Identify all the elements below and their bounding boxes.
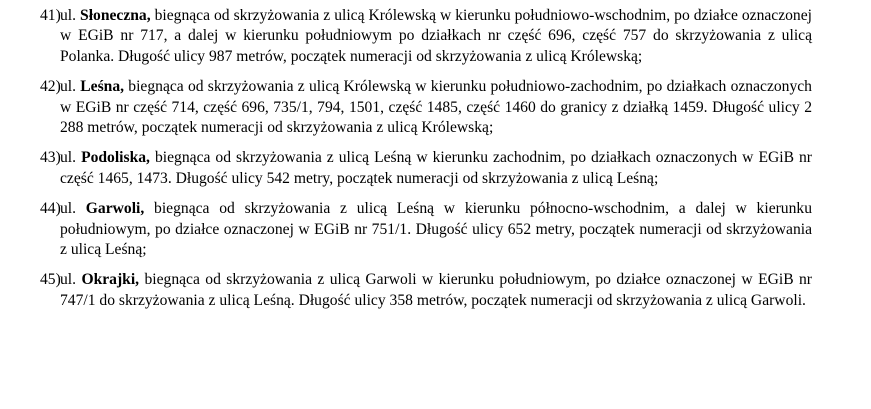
street-description: biegnąca od skrzyżowania z ulicą Królewską w kierunku południowo-zachodnim, po działkach oznaczonych w EGiB nr część 714, część 696, 735/1, 794, 1501, część 1485, część 1460 do granicy z działką 1459. Długość ulicy 2 288 metrów, początek numeracji od skrzyżowania z ulicą Królewską; <box>60 78 812 137</box>
item-number: 44) <box>40 200 61 218</box>
street-prefix: ul. <box>60 7 77 24</box>
list-item <box>40 6 812 67</box>
item-number: 42) <box>40 78 61 96</box>
street-description: biegnąca od skrzyżowania z ulicą Garwoli w kierunku południowym, po działce oznaczonej w EGiB nr 747/1 do skrzyżowania z ulicą Leśną. Długość ulicy 358 metrów, początek numeracji od skrzyżowania z ulicą Garwoli. <box>60 271 812 309</box>
street-name: Garwoli, <box>85 200 145 218</box>
street-name: Leśna, <box>80 78 125 96</box>
list-item <box>40 148 812 189</box>
street-prefix: ul. <box>60 271 77 289</box>
street-description: biegnąca od skrzyżowania z ulicą Leśną w kierunku zachodnim, po działkach oznaczonych w EGiB nr część 1465, 1473. Długość ulicy 542 metry, początek numeracji od skrzyżowania z ulicą Leśną; <box>60 149 812 187</box>
street-name: Podoliska, <box>81 149 150 167</box>
street-prefix: ul. <box>60 200 77 218</box>
document-body <box>0 6 871 311</box>
street-name: Okrajki, <box>81 271 140 289</box>
item-number: 43) <box>40 149 61 167</box>
list-item <box>40 77 812 138</box>
item-number: 41) <box>40 7 61 24</box>
list-item <box>40 270 812 311</box>
street-description: biegnąca od skrzyżowania z ulicą Leśną w kierunku północno-wschodnim, a dalej w kierunku południowym, po działce oznaczonej w EGiB nr 751/1. Długość ulicy 652 metry, początek numeracji od skrzyżowania z ulicą Leśną; <box>60 200 812 259</box>
street-prefix: ul. <box>60 149 77 167</box>
item-number: 45) <box>40 271 61 289</box>
street-description: biegnąca od skrzyżowania z ulicą Królewską w kierunku południowo-wschodnim, po działce oznaczonej w EGiB nr 717, a dalej w kierunku południowym po działkach nr część 696, część 757 do skrzyżowania z ulicą Polanka. Długość ulicy 987 metrów, początek numeracji od skrzyżowania z ulicą Królewską; <box>60 7 812 65</box>
list-item <box>40 199 812 260</box>
street-prefix: ul. <box>60 78 77 96</box>
street-name: Słoneczna, <box>80 7 151 24</box>
